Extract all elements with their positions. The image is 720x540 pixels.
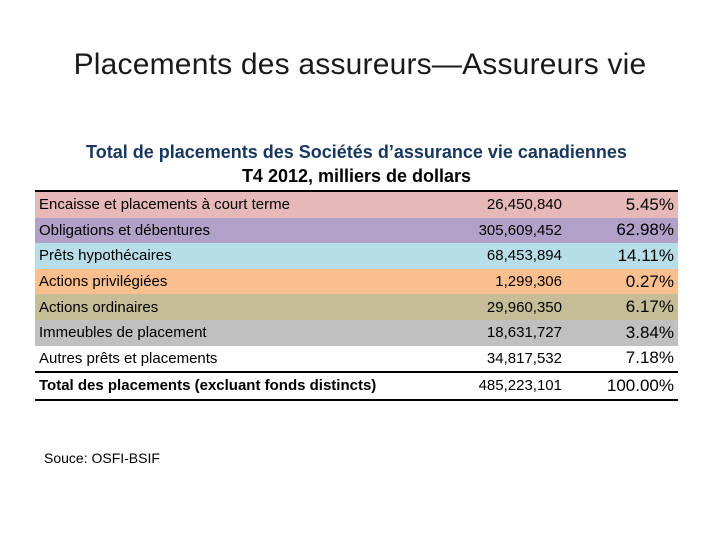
total-label: Total des placements (excluant fonds distincts) [39,377,377,395]
row-label: Autres prêts et placements [39,349,218,367]
row-percent: 0.27% [625,271,674,291]
table-title: Total de placements des Sociétés d’assurance vie canadiennes [86,142,627,162]
table-row-total [35,371,678,401]
row-value: 34,817,532 [486,349,562,367]
row-value: 29,960,350 [486,298,562,316]
row-value: 18,631,727 [486,324,562,342]
row-percent: 7.18% [625,348,674,368]
table-subtitle: T4 2012, milliers de dollars [241,166,472,186]
investment-table [35,140,678,401]
table-body [35,190,678,401]
row-percent: 3.84% [625,322,674,342]
row-percent: 5.45% [625,194,674,214]
row-label: Actions privilégiées [39,273,168,291]
table-row [35,269,678,295]
row-percent: 62.98% [616,220,674,240]
table-row [35,320,678,346]
slide-title: Placements des assureurs—Assureurs vie [73,48,647,81]
row-value: 68,453,894 [486,247,562,265]
row-percent: 14.11% [617,245,674,265]
source-note: Souce: OSFI-BSIF [44,450,160,466]
table-row [35,192,678,218]
row-value: 26,450,840 [486,196,562,214]
table-row [35,218,678,244]
total-value: 485,223,101 [478,377,562,395]
row-label: Obligations et débentures [39,221,210,239]
table-row [35,243,678,269]
total-percent: 100.00% [606,375,674,395]
table-row [35,346,678,372]
table-row [35,294,678,320]
row-label: Encaisse et placements à court terme [39,196,290,214]
row-label: Immeubles de placement [39,324,207,342]
row-value: 1,299,306 [495,273,562,291]
row-percent: 6.17% [625,297,674,317]
row-label: Prêts hypothécaires [39,247,172,265]
row-label: Actions ordinaires [39,298,159,316]
row-value: 305,609,452 [478,221,562,239]
